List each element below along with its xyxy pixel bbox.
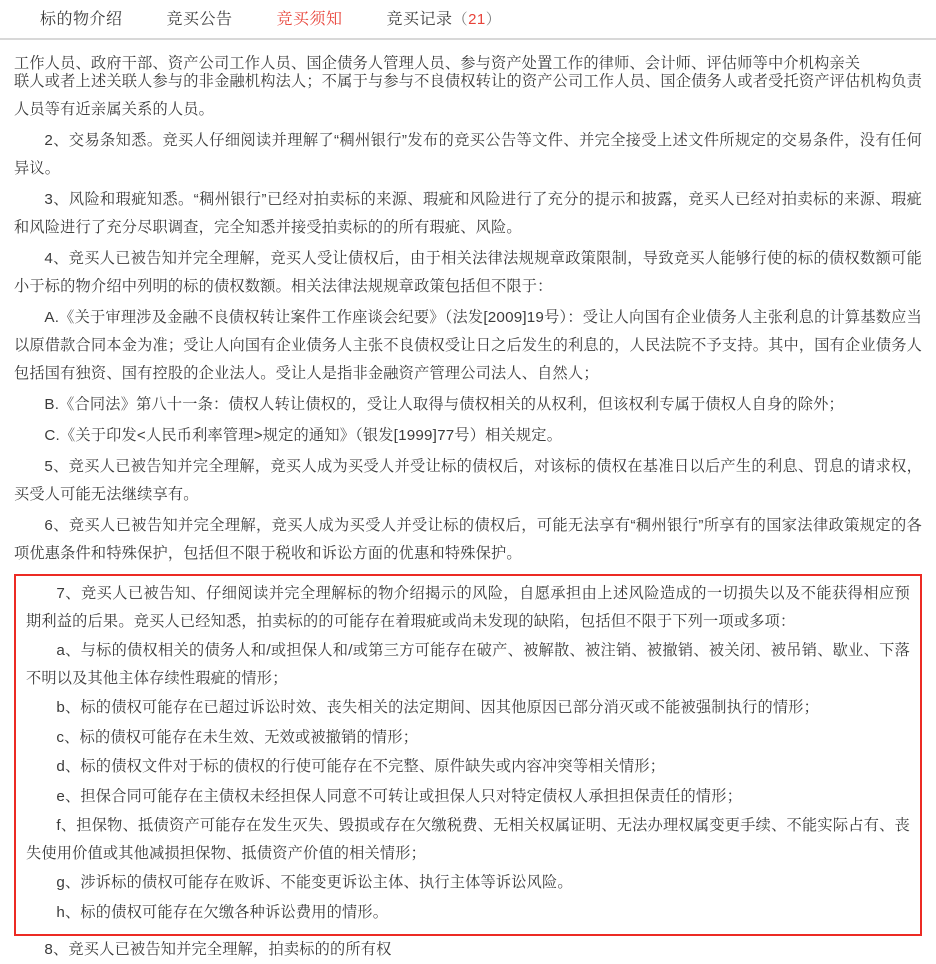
risk-disclosure-highlight-box: [14, 574, 922, 936]
paragraph-item-6: 6、竞买人已被告知并完全理解，竞买人成为买受人并受让标的债权后，可能无法享有“稠州银行”所享有的国家法律政策规定的各项优惠条件和特殊保护，包括但不限于税收和诉讼方面的优惠和特殊保护。: [14, 517, 922, 562]
tab-jingmai-xuzhi[interactable]: [255, 6, 365, 38]
paragraph-item-4b: B.《合同法》第八十一条：债权人转让债权的，受让人取得与债权相关的从权利，但该权利专属于债权人自身的除外；: [44, 396, 844, 413]
tab-count-close-paren: ）: [485, 11, 502, 28]
paragraph-item-4c: C.《关于印发<人民币利率管理>规定的通知》（银发[1999]77号）相关规定。: [44, 427, 563, 444]
clipped-top-line: 工作人员、政府干部、资产公司工作人员、国企债务人管理人员、参与资产处置工作的律师、会计师、评估师等中介机构亲关: [14, 55, 861, 72]
tab-jingmai-jilu[interactable]: [365, 6, 524, 38]
tab-label: 竞买公告: [166, 11, 233, 28]
highlight-item-a: a、与标的债权相关的债务人和/或担保人和/或第三方可能存在破产、被解散、被注销、被撤销、被关闭、被吊销、歇业、下落不明以及其他主体存续性瑕疵的情形；: [26, 642, 910, 687]
paragraph-item-2: 2、交易条知悉。竞买人仔细阅读并理解了“稠州银行”发布的竞买公告等文件、并完全接受上述文件所规定的交易条件，没有任何异议。: [14, 132, 922, 177]
highlight-lead-paragraph: 7、竞买人已被告知、仔细阅读并完全理解标的物介绍揭示的风险，自愿承担由上述风险造成的一切损失以及不能获得相应预期利益的后果。竞买人已经知悉，拍卖标的的可能存在着瑕疵或尚未发现的缺陷，包括但不限于下列一项或多项：: [26, 585, 910, 630]
paragraph-continuation: 联人或者上述关联人参与的非金融机构法人；不属于与参与不良债权转让的资产公司工作人员、国企债务人或者受托资产评估机构负责人员等有近亲属关系的人员。: [14, 73, 922, 118]
document-content: [0, 40, 936, 958]
highlight-item-h: h、标的债权可能存在欠缴各种诉讼费用的情形。: [56, 903, 389, 921]
paragraph-item-4a: A.《关于审理涉及金融不良债权转让案件工作座谈会纪要》（法发[2009]19号）：受让人向国有企业债务人主张利息的计算基数应当以原借款合同本金为准；受让人向国有企业债务人主张不良债权受让日之后发生的利息的，人民法院不予支持。其中，国有企业债务人包括国有独资、国有控股的企业法人。受让人是指非金融资产管理公司法人、自然人；: [14, 309, 922, 382]
highlight-item-g: g、涉诉标的债权可能存在败诉、不能变更诉讼主体、执行主体等诉讼风险。: [56, 874, 573, 891]
highlight-item-f: f、担保物、抵债资产可能存在发生灭失、毁损或存在欠缴税费、无相关权属证明、无法办理权属变更手续、不能实际占有、丧失使用价值或其他减损担保物、抵债资产价值的相关情形；: [26, 817, 910, 862]
highlight-item-b: b、标的债权可能存在已超过诉讼时效、丧失相关的法定期间、因其他原因已部分消灭或不能被强制执行的情形；: [56, 699, 820, 716]
tab-label: 竞买记录: [386, 11, 453, 28]
paragraph-item-5: 5、竞买人已被告知并完全理解，竞买人成为买受人并受让标的债权后，对该标的债权在基准日以后产生的利息、罚息的请求权，买受人可能无法继续享有。: [14, 458, 922, 503]
tab-label: 竞买须知: [276, 11, 343, 28]
paragraph-item-4: 4、竞买人已被告知并完全理解，竞买人受让债权后，由于相关法律法规规章政策限制，导致竞买人能够行使的标的债权数额可能小于标的物介绍中列明的标的债权数额。相关法律法规规章政策包括但不限于：: [14, 250, 922, 295]
tab-bar: [0, 0, 936, 40]
highlight-item-c: c、标的债权可能存在未生效、无效或被撤销的情形；: [56, 728, 419, 746]
highlight-item-e: e、担保合同可能存在主债权未经担保人同意不可转让或担保人只对特定债权人承担担保责任的情形；: [56, 787, 743, 805]
tab-count-open-paren: （: [452, 11, 469, 28]
paragraph-item-3: 3、风险和瑕疵知悉。“稠州银行”已经对拍卖标的来源、瑕疵和风险进行了充分的提示和披露，竞买人已经对拍卖标的来源、瑕疵和风险进行了充分尽职调查，完全知悉并接受拍卖标的的所有瑕疵、风险。: [14, 191, 922, 236]
tab-label: 标的物介绍: [40, 11, 123, 28]
tab-jingmai-gonggao[interactable]: [145, 6, 255, 38]
tab-count: 21: [468, 11, 486, 28]
highlight-item-d: d、标的债权文件对于标的债权的行使可能存在不完整、原件缺失或内容冲突等相关情形；: [56, 758, 666, 775]
clipped-bottom-line: 8、竞买人已被告知并完全理解，拍卖标的的所有权: [44, 941, 392, 958]
tab-biaodiwu-jieshao[interactable]: [18, 6, 145, 38]
